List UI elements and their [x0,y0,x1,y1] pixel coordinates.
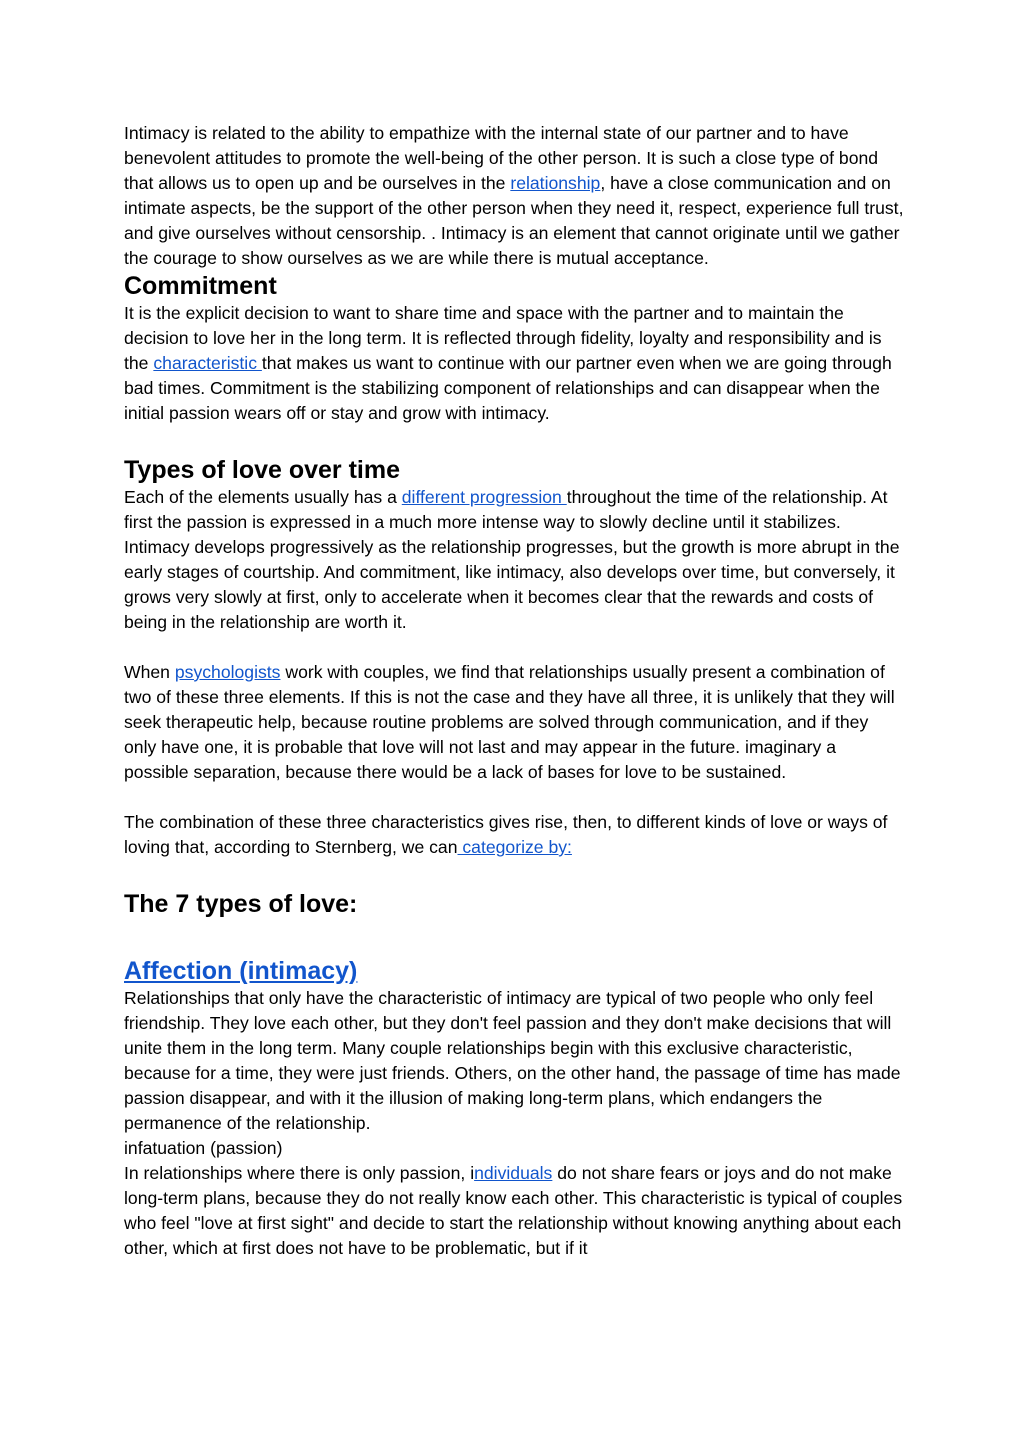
passion-paragraph [124,1161,904,1261]
psychologists-text-2: work with couples, we find that relationships usually present a combination of two of these three elements. If this is not the case and they have all three, it is unlikely that they will seek therapeutic help, because routine problems are solved through communication, and if they only have one, it is probable that love will not last and may appear in the future. imaginary a possible separation, because there would be a lack of bases for love to be sustained. [124,662,895,782]
spacer [124,785,904,810]
affection-heading-link[interactable]: Affection (intimacy) [124,957,358,985]
passion-text-2: do not share fears or joys and do not make long-term plans, because they do not really know each other. This characteristic is typical of couples who feel "love at first sight" and decide to start the relationship without knowing anything about each other, which at first does not have to be problematic, but if it [124,1163,903,1258]
seven-types-heading: The 7 types of love: [124,890,358,918]
infatuation-label: infatuation (passion) [124,1138,283,1158]
progression-paragraph [124,485,904,635]
individuals-link[interactable]: ndividuals [474,1163,553,1183]
progression-text-1: Each of the elements usually has a [124,487,402,507]
intimacy-paragraph [124,121,904,271]
affection-paragraph: Relationships that only have the characteristic of intimacy are typical of two people who only feel friendship. They love each other, but they don't feel passion and they don't make decisions that will unite them in the long term. Many couple relationships begin with this exclusive characteristic, because for a time, they were just friends. Others, on the other hand, the passage of time has made passion disappear, and with it the illusion of making long-term plans, which endangers the permanence of the relationship. [124,988,901,1133]
categorize-by-link[interactable]: categorize by: [457,837,572,857]
spacer [124,919,904,956]
commitment-text-2: that makes us want to continue with our partner even when we are going through bad times. Commitment is the stabilizing component of relationships and can disappear when the initial passion wears off or stay and grow with intimacy. [124,353,892,423]
commitment-heading: Commitment [124,272,277,300]
combination-text-1: The combination of these three characteristics gives rise, then, to different kinds of love or ways of loving that, according to Sternberg, we can [124,812,888,857]
different-progression-link[interactable]: different progression [401,487,567,507]
spacer [124,426,904,455]
psychologists-text-1: When [124,662,175,682]
relationship-link[interactable]: relationship [510,173,601,193]
intimacy-text-1: Intimacy is related to the ability to empathize with the internal state of our partner and to have benevolent attitudes to promote the well-being of the other person. It is such a close type of bond that allows us to open up and be ourselves in the [124,123,879,193]
spacer [124,635,904,660]
psychologists-link[interactable]: psychologists [174,662,281,682]
types-over-time-heading: Types of love over time [124,456,401,484]
spacer [124,860,904,889]
commitment-text-1: It is the explicit decision to want to share time and space with the partner and to maintain the decision to love her in the long term. It is reflected through fidelity, loyalty and responsibility and is the [124,303,882,373]
progression-text-2: throughout the time of the relationship. At first the passion is expressed in a much more intense way to slowly decline until it stabilizes. Intimacy develops progressively as the relationship progresses, but the growth is more abrupt in the early stages of courtship. And commitment, like intimacy, also develops over time, but conversely, it grows very slowly at first, only to accelerate when it becomes clear that the rewards and costs of being in the relationship are worth it. [124,487,900,632]
passion-text-1: In relationships where there is only passion, i [124,1163,475,1183]
document-page [124,121,904,1261]
commitment-paragraph [124,301,904,426]
characteristic-link[interactable]: characteristic [153,353,262,373]
combination-paragraph [124,810,904,860]
intimacy-text-2: , have a close communication and on intimate aspects, be the support of the other person when they need it, respect, experience full trust, and give ourselves without censorship. . Intimacy is an element that cannot originate until we gather the courage to show ourselves as we are while there is mutual acceptance. [124,173,904,268]
psychologists-paragraph [124,660,904,785]
affection-heading[interactable] [124,956,904,986]
